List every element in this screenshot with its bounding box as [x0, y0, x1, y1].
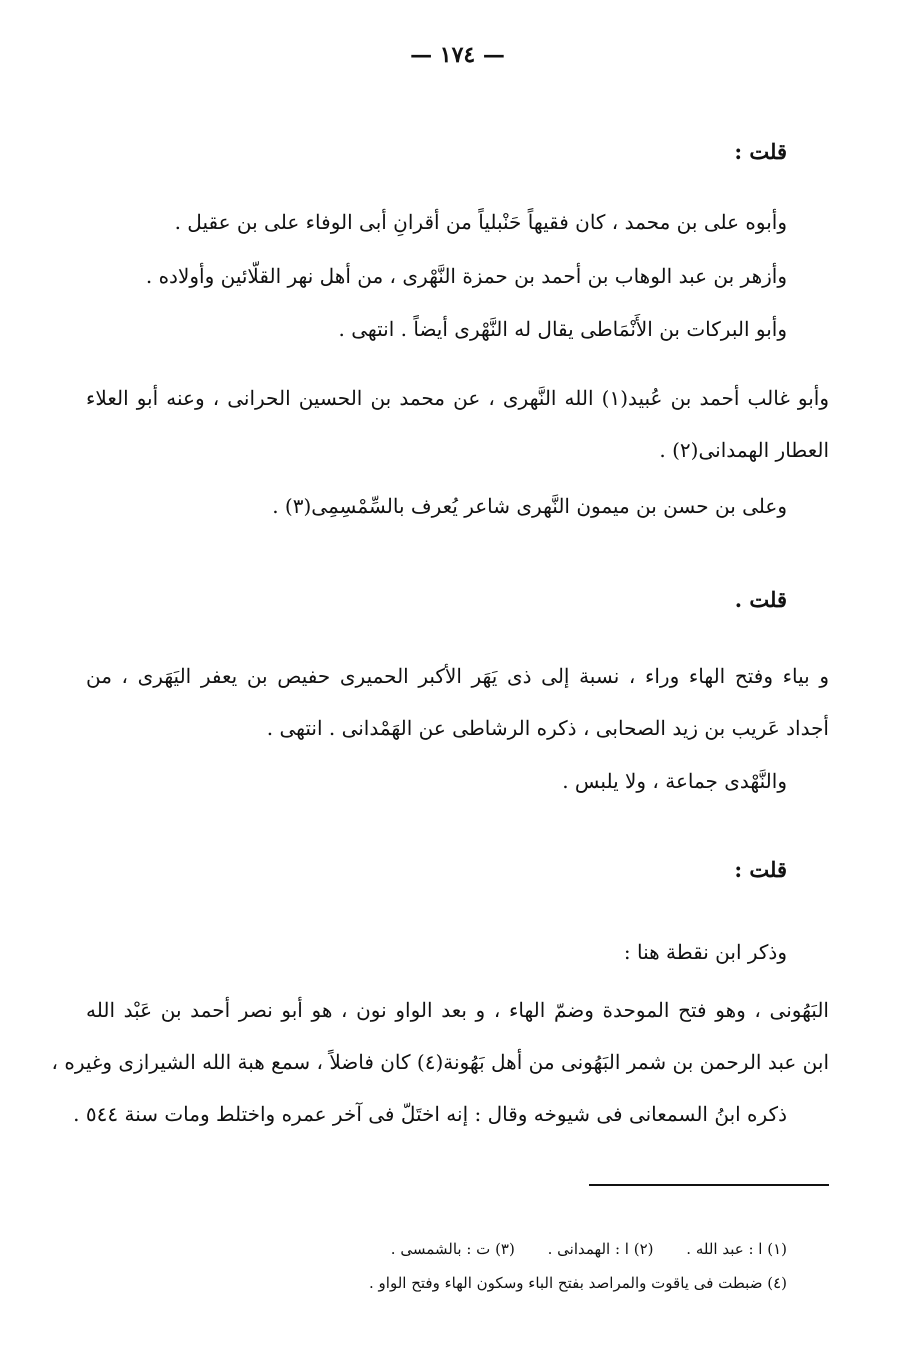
text-line: ذكره ابنُ السمعانى فى شيوخه وقال : إنه اختَلّ فى آخر عمره واختلط ومات سنة ٥٤٤ . [73, 1102, 787, 1126]
text-line: البَهُونى ، وهو فتح الموحدة وضمّ الهاء ، و بعد الواو نون ، هو أبو نصر أحمد بن عَبْد الله [86, 998, 829, 1022]
footnote-divider [589, 1184, 829, 1186]
text-line: وعلى بن حسن بن ميمون النَّهرى شاعر يُعرف بالسِّمْسِمِى(٣) . [272, 494, 787, 518]
footnote-4: (٤) ضبطت فى ياقوت والمراصد بفتح الباء وسكون الهاء وفتح الواو . [369, 1274, 787, 1292]
footnote-1: (١) ا : عبد الله . [686, 1240, 787, 1258]
footnote-3: (٣) ت : بالشمسى . [390, 1240, 515, 1258]
text-line: وذكر ابن نقطة هنا : [623, 940, 787, 964]
text-line: العطار الهمدانى(٢) . [659, 438, 829, 462]
text-line: وأبوه على بن محمد ، كان فقيهاً حَنْبلياً من أقرانِ أبى الوفاء على بن عقيل . [174, 210, 787, 234]
page-number: — ١٧٤ — [410, 42, 505, 68]
text-line: و بياء وفتح الهاء وراء ، نسبة إلى ذى يَهَر الأكبر الحميرى حفيص بن يعفر اليَهَرى ، من [86, 664, 829, 688]
text-line: وأبو البركات بن الأَنْمَاطى يقال له النَّهْرى أيضاً . انتهى . [338, 317, 787, 341]
text-line: وأزهر بن عبد الوهاب بن أحمد بن حمزة النَّهْرى ، من أهل نهر القلّائين وأولاده . [145, 264, 787, 288]
heading-qult-3: قلت : [734, 857, 787, 882]
heading-qult-2: قلت . [734, 587, 787, 612]
footnote-2: (٢) ا : الهمدانى . [547, 1240, 654, 1258]
text-line: وأبو غالب أحمد بن عُبيد(١) الله النَّهرى ، عن محمد بن الحسين الحرانى ، وعنه أبو العلاء [86, 386, 829, 410]
text-line: أجداد عَريب بن زيد الصحابى ، ذكره الرشاطى عن الهَمْدانى . انتهى . [266, 716, 829, 740]
text-line: والنَّهْدى جماعة ، ولا يلبس . [562, 769, 787, 793]
heading-qult-1: قلت : [734, 139, 787, 164]
text-line: ابن عبد الرحمن بن شمر البَهُونى من أهل بَهُونة(٤) كان فاضلاً ، سمع هبة الله الشيرازى وغيره ، [51, 1050, 829, 1074]
footnote-line-1 [363, 1238, 787, 1260]
